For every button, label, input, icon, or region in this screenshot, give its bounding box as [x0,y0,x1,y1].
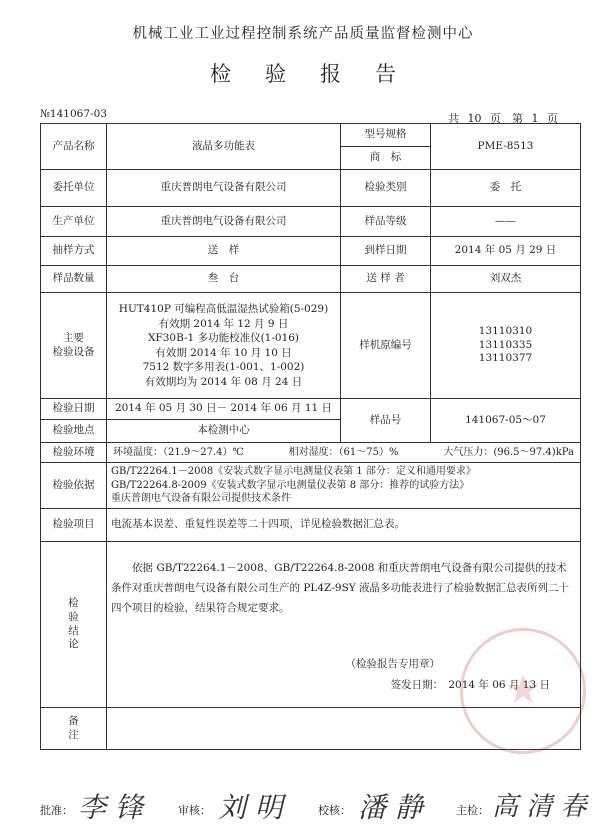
approve-label: 批准： [40,804,73,817]
conclusion-label-char: 验 [68,610,79,623]
env-temperature: 环境温度：（21.9～27.4）℃ [113,447,244,458]
equipment-label-line-1: 主要 [63,331,84,344]
basis-label: 检验依据 [41,463,107,509]
check-signature: 潘 静 [358,791,423,824]
quantity-label: 样品数量 [41,266,107,293]
report-title: 检验报告 [210,62,430,86]
grade-label: 样品等级 [341,207,431,237]
serial-label: 样机原编号 [341,293,431,399]
env-humidity: 相对湿度：（61～75）% [288,447,399,458]
equipment-line: 有效期 2014 年 12 月 9 日 [158,317,289,330]
remarks-value [107,708,581,750]
stamp-note: （检验报告专用章） [345,658,440,670]
test-site-value: 本检测中心 [107,420,341,443]
brand-label: 商 标 [341,147,431,170]
equipment-label-line-2: 检验设备 [52,345,95,358]
test-site-label: 检验地点 [41,420,107,443]
grade-value: —— [431,207,581,237]
basis-line: GB/T22264.8-2009《安装式数字显示电测量仪表第 8 部分：推荐的试验方法》 [111,479,470,491]
arrival-label: 到样日期 [341,237,431,266]
serial-list [431,293,581,399]
remarks-label-char: 注 [68,728,79,741]
report-number: №141067-03 [40,108,107,120]
conclusion-text: 依据 GB/T22264.1－2008、GB/T22264.8-2008 和重庆普朗电气设备有限公司提供的技术条件对重庆普朗电气设备有限公司生产的 PL4Z-9SY 液晶多功能表进行了检验数据汇总表所列二十四个项目的检验，结果符合规定要求。 [111,562,570,614]
remarks-label-char: 备 [68,714,79,727]
signature-row [0,786,606,834]
model-label: 型号规格 [341,124,431,147]
arrival-value: 2014 年 05 月 29 日 [431,237,581,266]
test-label: 主检： [456,804,489,817]
conclusion-label-char: 论 [68,638,79,651]
organization-name: 机械工业工业过程控制系统产品质量监督检测中心 [132,26,474,42]
approve-signature: 李 锋 [78,791,143,824]
equipment-line: 有效期均为 2014 年 08 月 24 日 [144,375,303,388]
items-label: 检验项目 [41,509,107,542]
sample-number-value: 141067-05～07 [431,399,581,443]
conclusion-label [41,542,107,708]
equipment-line: 7512 数字多用表(1-001、1-002) [142,361,305,373]
client-value: 重庆普朗电气设备有限公司 [107,170,341,207]
producer-label: 生产单位 [41,207,107,237]
environment-label: 检验环境 [41,443,107,463]
equipment-line: HUT410P 可编程高低温湿热试验箱(5-029) [118,303,329,315]
equipment-line: XF30B-1 多功能校准仪(1-016) [147,332,300,344]
review-label: 审核： [178,804,211,817]
product-name-label: 产品名称 [41,124,107,170]
conclusion-label-char: 结 [68,624,79,637]
serial-number: 13110377 [478,352,533,365]
producer-value: 重庆普朗电气设备有限公司 [107,207,341,237]
sender-value: 刘双杰 [431,266,581,293]
environment-values [107,443,581,463]
basis-list [107,463,581,509]
check-label: 校核： [318,804,351,817]
basis-line: 重庆普朗电气设备有限公司提供技术条件 [111,493,291,505]
product-name-value: 液晶多功能表 [107,124,341,170]
test-signature: 高 清 春 [492,792,587,822]
sampling-label: 抽样方式 [41,237,107,266]
equipment-list [107,293,341,399]
quantity-value: 叁 台 [107,266,341,293]
client-label: 委托单位 [41,170,107,207]
test-type-label: 检验类别 [341,170,431,207]
test-date-value: 2014 年 05 月 30 日－ 2014 年 06 月 11 日 [107,399,341,420]
review-signature: 刘 明 [218,791,283,824]
equipment-label [41,293,107,399]
basis-line: GB/T22264.1－2008《安装式数字显示电测量仪表第 1 部分：定义和通用要求》 [111,466,476,478]
issue-date: 签发日期： 2014 年 06 月 13 日 [390,679,550,691]
test-date-label: 检验日期 [41,399,107,420]
page-indicator: 共 10 页 第 1 页 [448,112,558,125]
env-pressure: 大气压力：(96.5～97.4)kPa [443,447,574,458]
test-type-value: 委 托 [431,170,581,207]
inspection-seal-icon: ★ [460,628,586,754]
sender-label: 送 样 者 [341,266,431,293]
serial-number: 13110335 [478,338,533,351]
sampling-value: 送 样 [107,237,341,266]
sample-number-label: 样品号 [341,399,431,443]
serial-number: 13110310 [478,325,533,338]
conclusion-label-char: 检 [68,597,79,610]
items-value: 电流基本误差、重复性误差等二十四项，详见检验数据汇总表。 [107,509,581,542]
report-table [40,123,581,750]
conclusion-cell [107,542,581,708]
remarks-label [41,708,107,750]
equipment-line: 有效期 2014 年 10 月 10 日 [155,346,292,359]
model-value: PME-8513 [431,124,581,170]
